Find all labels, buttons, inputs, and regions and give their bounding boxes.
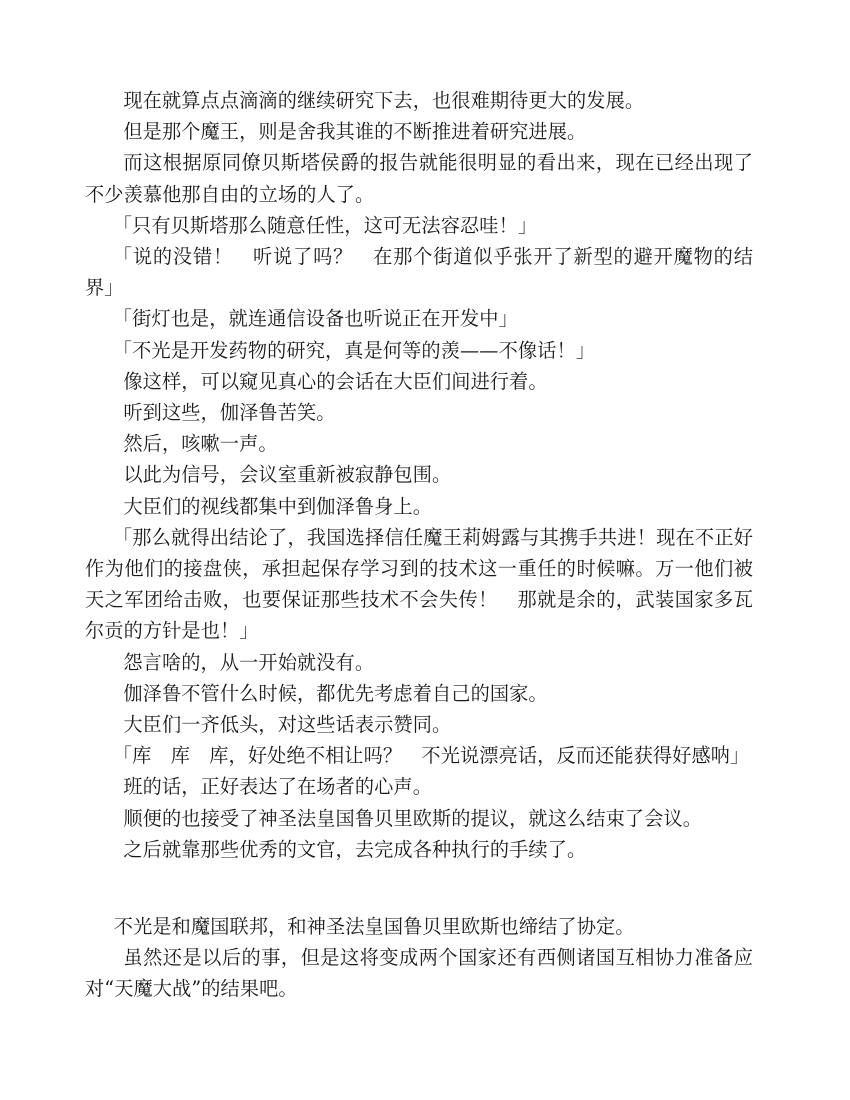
paragraph: 像这样，可以窥见真心的会话在大臣们间进行着。 (123, 369, 548, 393)
dialogue-line: 「库 库 库，好处绝不相让吗？ 不光说漂亮话，反而还能获得好感呐」 (112, 744, 750, 768)
dialogue-line: 「只有贝斯塔那么随意任性，这可无法容忍哇！」 (112, 213, 538, 237)
body-text-column (85, 85, 753, 1005)
paragraph: 大臣们的视线都集中到伽泽鲁身上。 (123, 494, 432, 518)
paragraph: 顺便的也接受了神圣法皇国鲁贝里欧斯的提议，就这么结束了会议。 (123, 806, 703, 830)
paragraph: 现在就算点点滴滴的继续研究下去，也很难期待更大的发展。 (123, 89, 645, 112)
dialogue-line: 「街灯也是，就连通信设备也听说正在开发中」 (112, 307, 518, 331)
paragraph: 而这根据原同僚贝斯塔侯爵的报告就能很明显的看出来，现在已经出现了不少羡慕他那自由的立场的人了。 (85, 151, 753, 206)
dialogue-line: 「不光是开发药物的研究，真是何等的羡——不像话！」 (112, 338, 596, 362)
section-break (85, 865, 753, 911)
paragraph: 但是那个魔王，则是舍我其谁的不断推进着研究进展。 (123, 120, 587, 144)
paragraph: 不光是和魔国联邦，和神圣法皇国鲁贝里欧斯也缔结了协定。 (113, 915, 635, 939)
paragraph: 伽泽鲁不管什么时候，都优先考虑着自己的国家。 (123, 681, 548, 705)
paragraph: 班的话，正好表达了在场者的心声。 (123, 775, 432, 799)
paragraph: 大臣们一齐低头，对这些话表示赞同。 (123, 713, 452, 737)
paragraph: 然后，咳嗽一声。 (123, 432, 278, 456)
dialogue-line: 「说的没错！ 听说了吗？ 在那个街道似乎张开了新型的避开魔物的结界」 (85, 245, 753, 300)
paragraph: 之后就靠那些优秀的文官，去完成各种执行的手续了。 (123, 837, 587, 861)
paragraph: 怨言啥的，从一开始就没有。 (123, 650, 375, 674)
paragraph: 虽然还是以后的事，但是这将变成两个国家还有西侧诸国互相协力准备应对“天魔大战”的结果吧。 (85, 946, 753, 1001)
paragraph: 听到这些，伽泽鲁苦笑。 (123, 401, 336, 425)
paragraph: 以此为信号，会议室重新被寂静包围。 (123, 463, 452, 487)
dialogue-line: 「那么就得出结论了，我国选择信任魔王莉姆露与其携手共进！现在不正好作为他们的接盘侠，承担起保存学习到的技术这一重任的时候嘛。万一他们被天之军团给击败，也要保证那些技术不会失传！ 那就是余的，武装国家多瓦尔贡的方针是也！」 (85, 525, 753, 643)
